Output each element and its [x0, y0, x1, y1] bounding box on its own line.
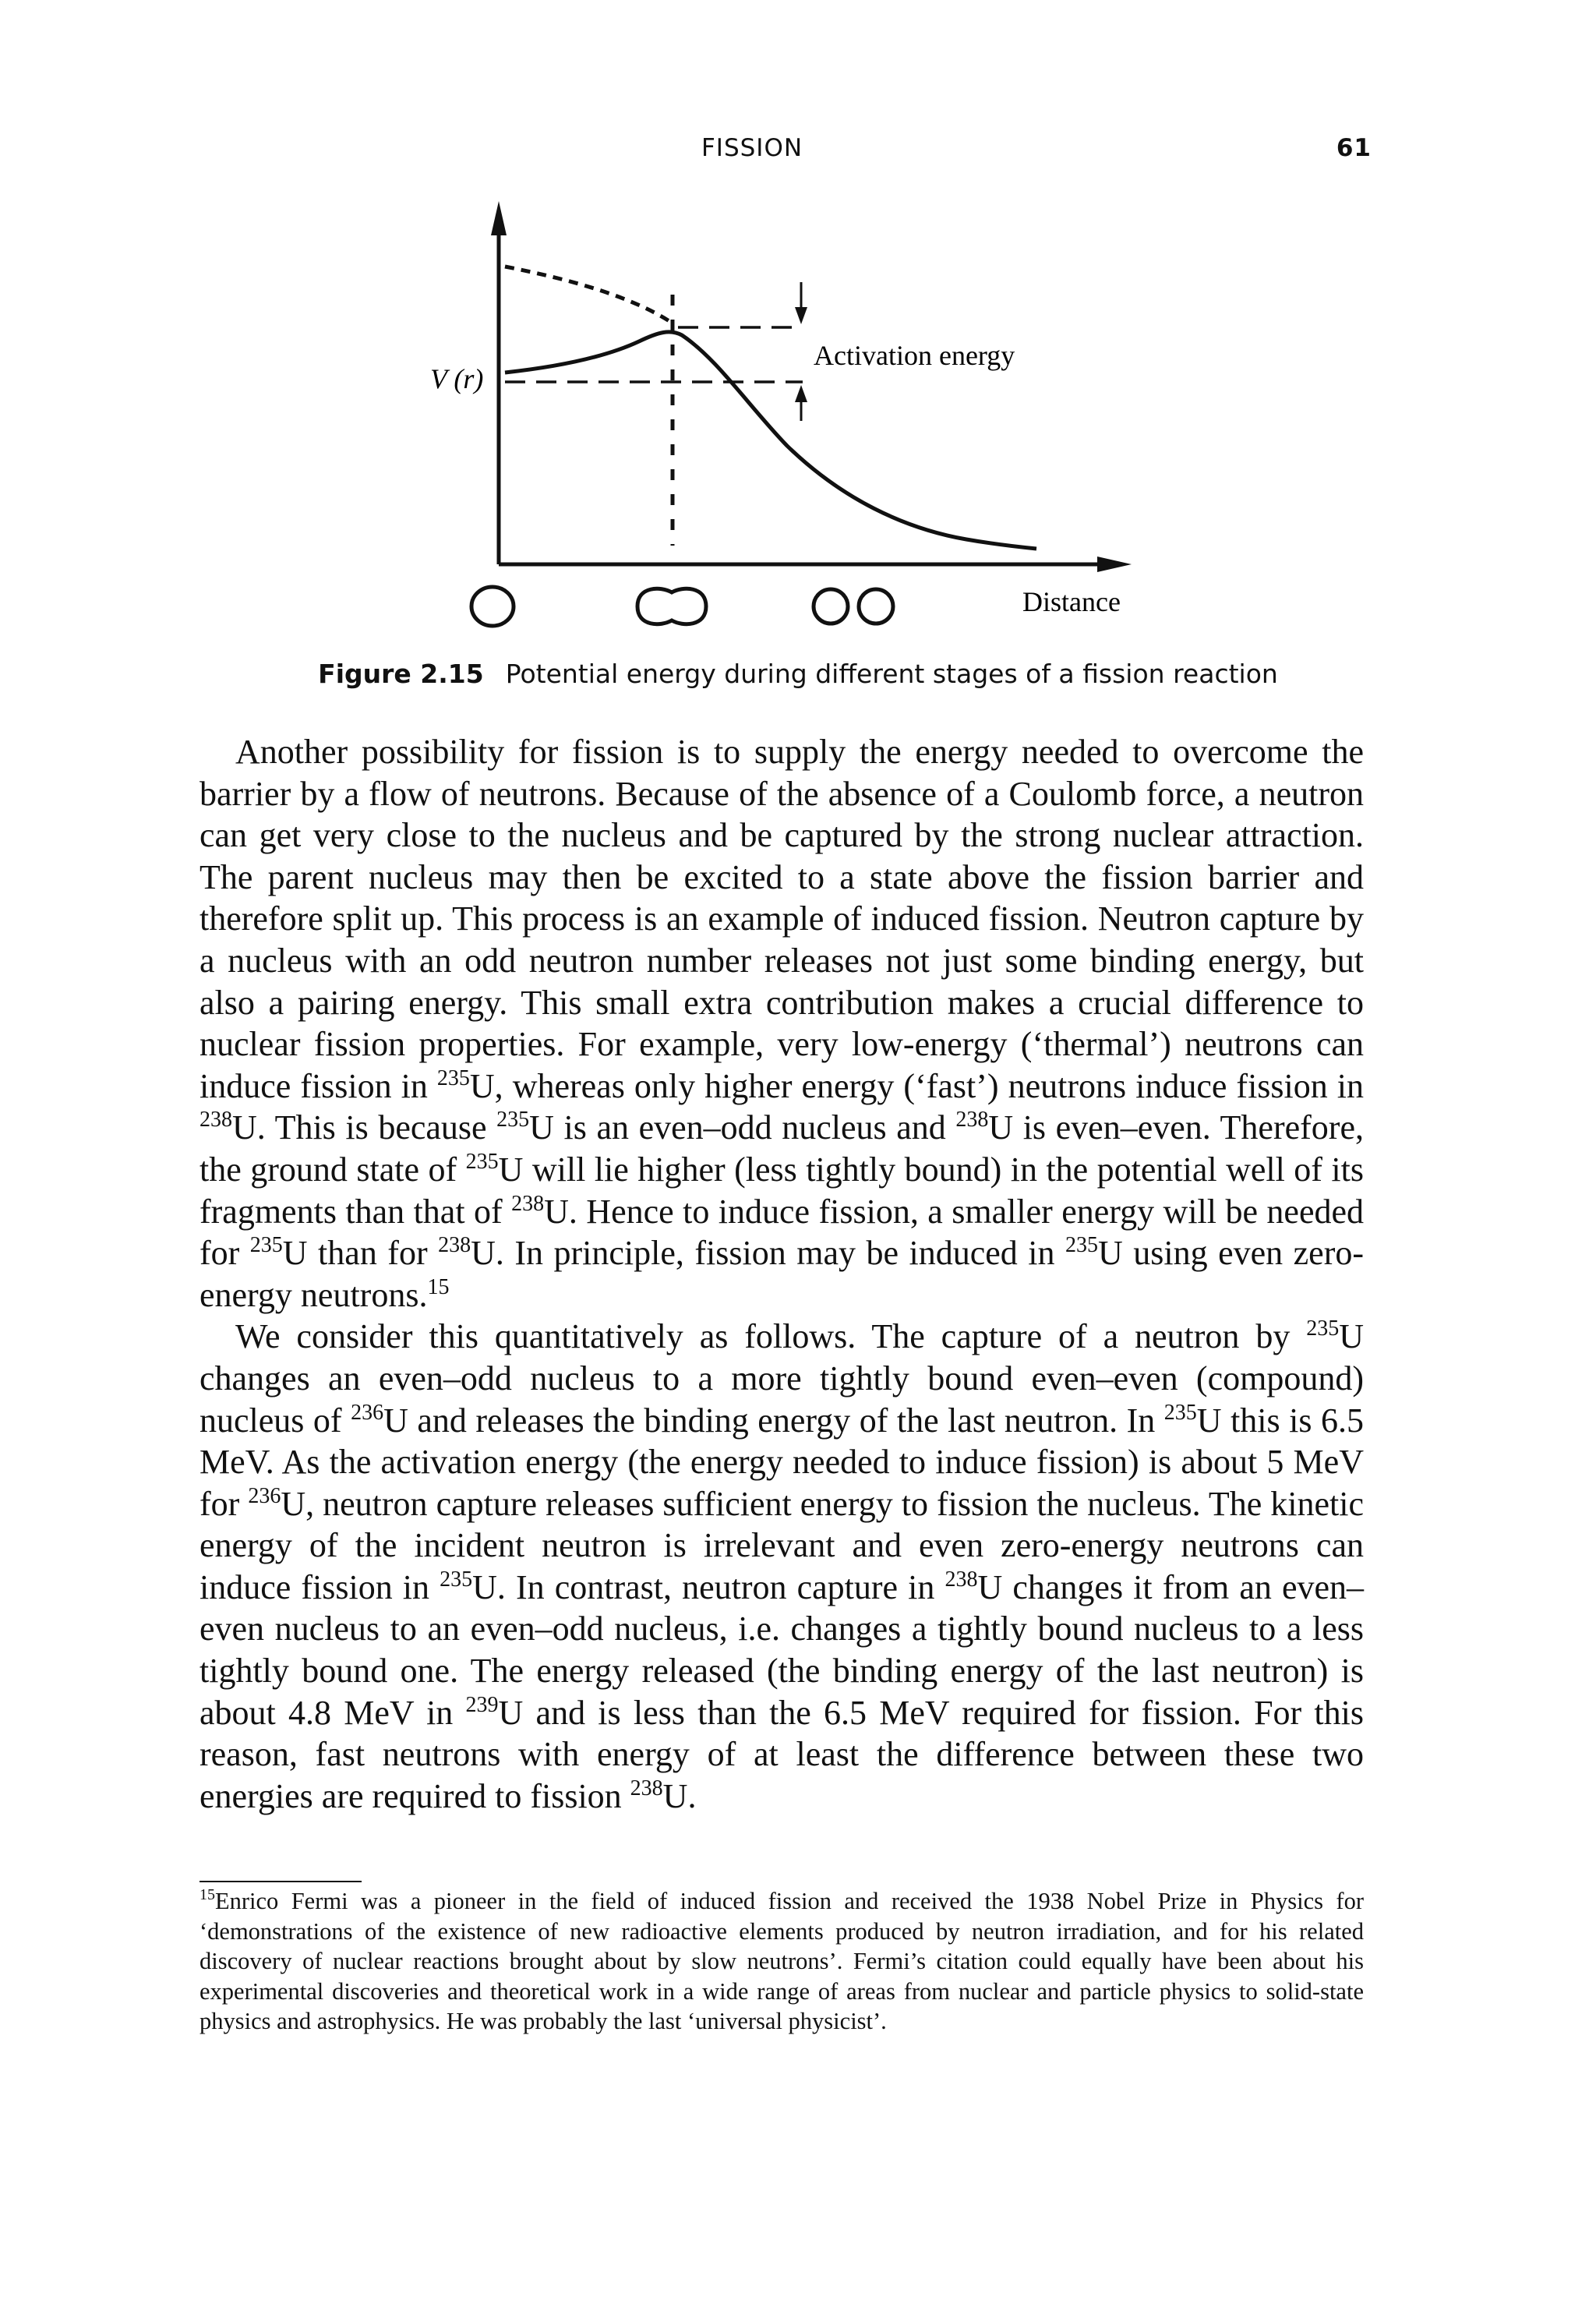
x-axis-label: Distance: [1022, 586, 1121, 617]
single-nucleus-icon: [471, 587, 514, 626]
text-run: U and releases the binding energy of the last neutron. In: [383, 1401, 1164, 1440]
text-run: U is an even–odd nucleus and: [529, 1108, 956, 1147]
text-run: U changes it from an even–even nucleus to an even–odd nucleus, i.e. changes a tightly bound nucleus to a less tightly bound one. The energy released (the binding energy of the last neutron) is about 4.8 MeV in: [200, 1567, 1365, 1732]
text-run: U than for: [282, 1234, 439, 1273]
text-run: U using even zero-energy neutrons.: [200, 1234, 1364, 1314]
isotope-mass-number: 235: [1065, 1233, 1098, 1258]
text-run: U this is 6.5 MeV. As the activation energy (the energy needed to induce fission) is about 5 MeV for: [200, 1401, 1364, 1523]
x-axis-arrowhead: [1097, 557, 1132, 572]
coulomb-dashed-curve: [505, 267, 672, 323]
figure-label: Figure 2.15: [318, 659, 484, 689]
footnote: [200, 1886, 1364, 2037]
paragraph-1: [200, 731, 1364, 1316]
figure-caption: [0, 659, 1596, 689]
isotope-mass-number: 235: [465, 1149, 499, 1174]
activation-arrow-bottom-head: [795, 385, 807, 402]
deformed-nucleus-icon: [637, 588, 706, 624]
isotope-mass-number: 236: [248, 1483, 281, 1508]
two-fragments-icon: [814, 589, 893, 624]
footnote-marker: 15: [200, 1886, 215, 1903]
text-run: U and is less than the 6.5 MeV required for fission. For this reason, fast neutrons with energy of at least the difference between these two energies are required to fission: [200, 1693, 1364, 1815]
text-run: U changes an even–odd nucleus to a more tightly bound even–even (compound) nucleus of: [200, 1317, 1364, 1440]
text-run: We consider this quantitatively as follows. The capture of a neutron by: [235, 1317, 1307, 1356]
text-run: U. In contrast, neutron capture in: [472, 1567, 945, 1606]
isotope-mass-number: 238: [945, 1567, 978, 1592]
isotope-mass-number: 235: [436, 1065, 470, 1090]
isotope-mass-number: 238: [630, 1776, 663, 1800]
text-run: Another possibility for fission is to supply the energy needed to overcome the barrier by a flow of neutrons. Because of the absence of a Coulomb force, a neutron can get very close to the nucleus and be captured by the strong nuclear attraction. The parent nucleus may then be excited to a state above the fission barrier and therefore split up. This process is an example of induced fission. Neutron capture by a nucleus with an odd neutron number releases not just some binding energy, but also a pairing energy. This small extra contribution makes a crucial difference to nuclear fission properties. For example, very low-energy (‘thermal’) neutrons can induce fission in: [200, 733, 1364, 1105]
page-number: 61: [1336, 134, 1372, 162]
text-run: U. This is because: [232, 1108, 497, 1147]
potential-energy-figure: [0, 0, 1596, 647]
running-head-title: FISSION: [701, 134, 803, 162]
isotope-mass-number: 238: [955, 1108, 989, 1132]
isotope-mass-number: 235: [496, 1108, 530, 1132]
isotope-mass-number: 235: [1306, 1316, 1340, 1341]
isotope-mass-number: 235: [440, 1567, 473, 1592]
footnote-reference[interactable]: 15: [427, 1274, 450, 1299]
body-text: [200, 731, 1364, 1817]
text-run: U is even–even. Therefore, the ground state of: [200, 1108, 1364, 1189]
y-axis-arrowhead: [491, 201, 507, 235]
paragraph-2: [200, 1316, 1364, 1817]
isotope-mass-number: 239: [465, 1692, 499, 1717]
activation-arrow-top-head: [795, 307, 807, 324]
text-run: U. Hence to induce fission, a smaller energy will be needed for: [200, 1192, 1365, 1273]
isotope-mass-number: 238: [511, 1191, 545, 1216]
text-run: U.: [662, 1776, 697, 1815]
footnote-text: Enrico Fermi was a pioneer in the field of induced fission and received the 1938 Nobel Prize in Physics for ‘demonstrations of the existence of new radioactive elements produced by neutron irradiation, and for his related discovery of nuclear reactions brought about by slow neutrons’. Fermi’s citation could equally have been about his experimental discoveries and theoretical work in a wide range of areas from nuclear and particle physics to solid-state physics and astrophysics. He was probably the last ‘universal physicist’.: [200, 1888, 1364, 2034]
y-axis-label: V (r): [430, 363, 484, 394]
footnote-rule: [200, 1881, 362, 1882]
isotope-mass-number: 235: [249, 1233, 283, 1258]
text-run: U will lie higher (less tightly bound) in the potential well of its fragments than that of: [200, 1150, 1364, 1231]
isotope-mass-number: 235: [1163, 1400, 1197, 1425]
text-run: U, whereas only higher energy (‘fast’) neutrons induce fission in: [469, 1066, 1365, 1105]
isotope-mass-number: 236: [351, 1400, 384, 1425]
figure-caption-text: Potential energy during different stages of a fission reaction: [505, 659, 1278, 689]
isotope-mass-number: 238: [200, 1108, 232, 1132]
isotope-mass-number: 238: [438, 1233, 471, 1258]
text-run: U, neutron capture releases sufficient energy to fission the nucleus. The kinetic energy of the incident neutron is irrelevant and even zero-energy neutrons can induce fission in: [200, 1484, 1364, 1606]
activation-energy-label: Activation energy: [814, 340, 1015, 371]
text-run: U. In principle, fission may be induced in: [471, 1234, 1065, 1273]
